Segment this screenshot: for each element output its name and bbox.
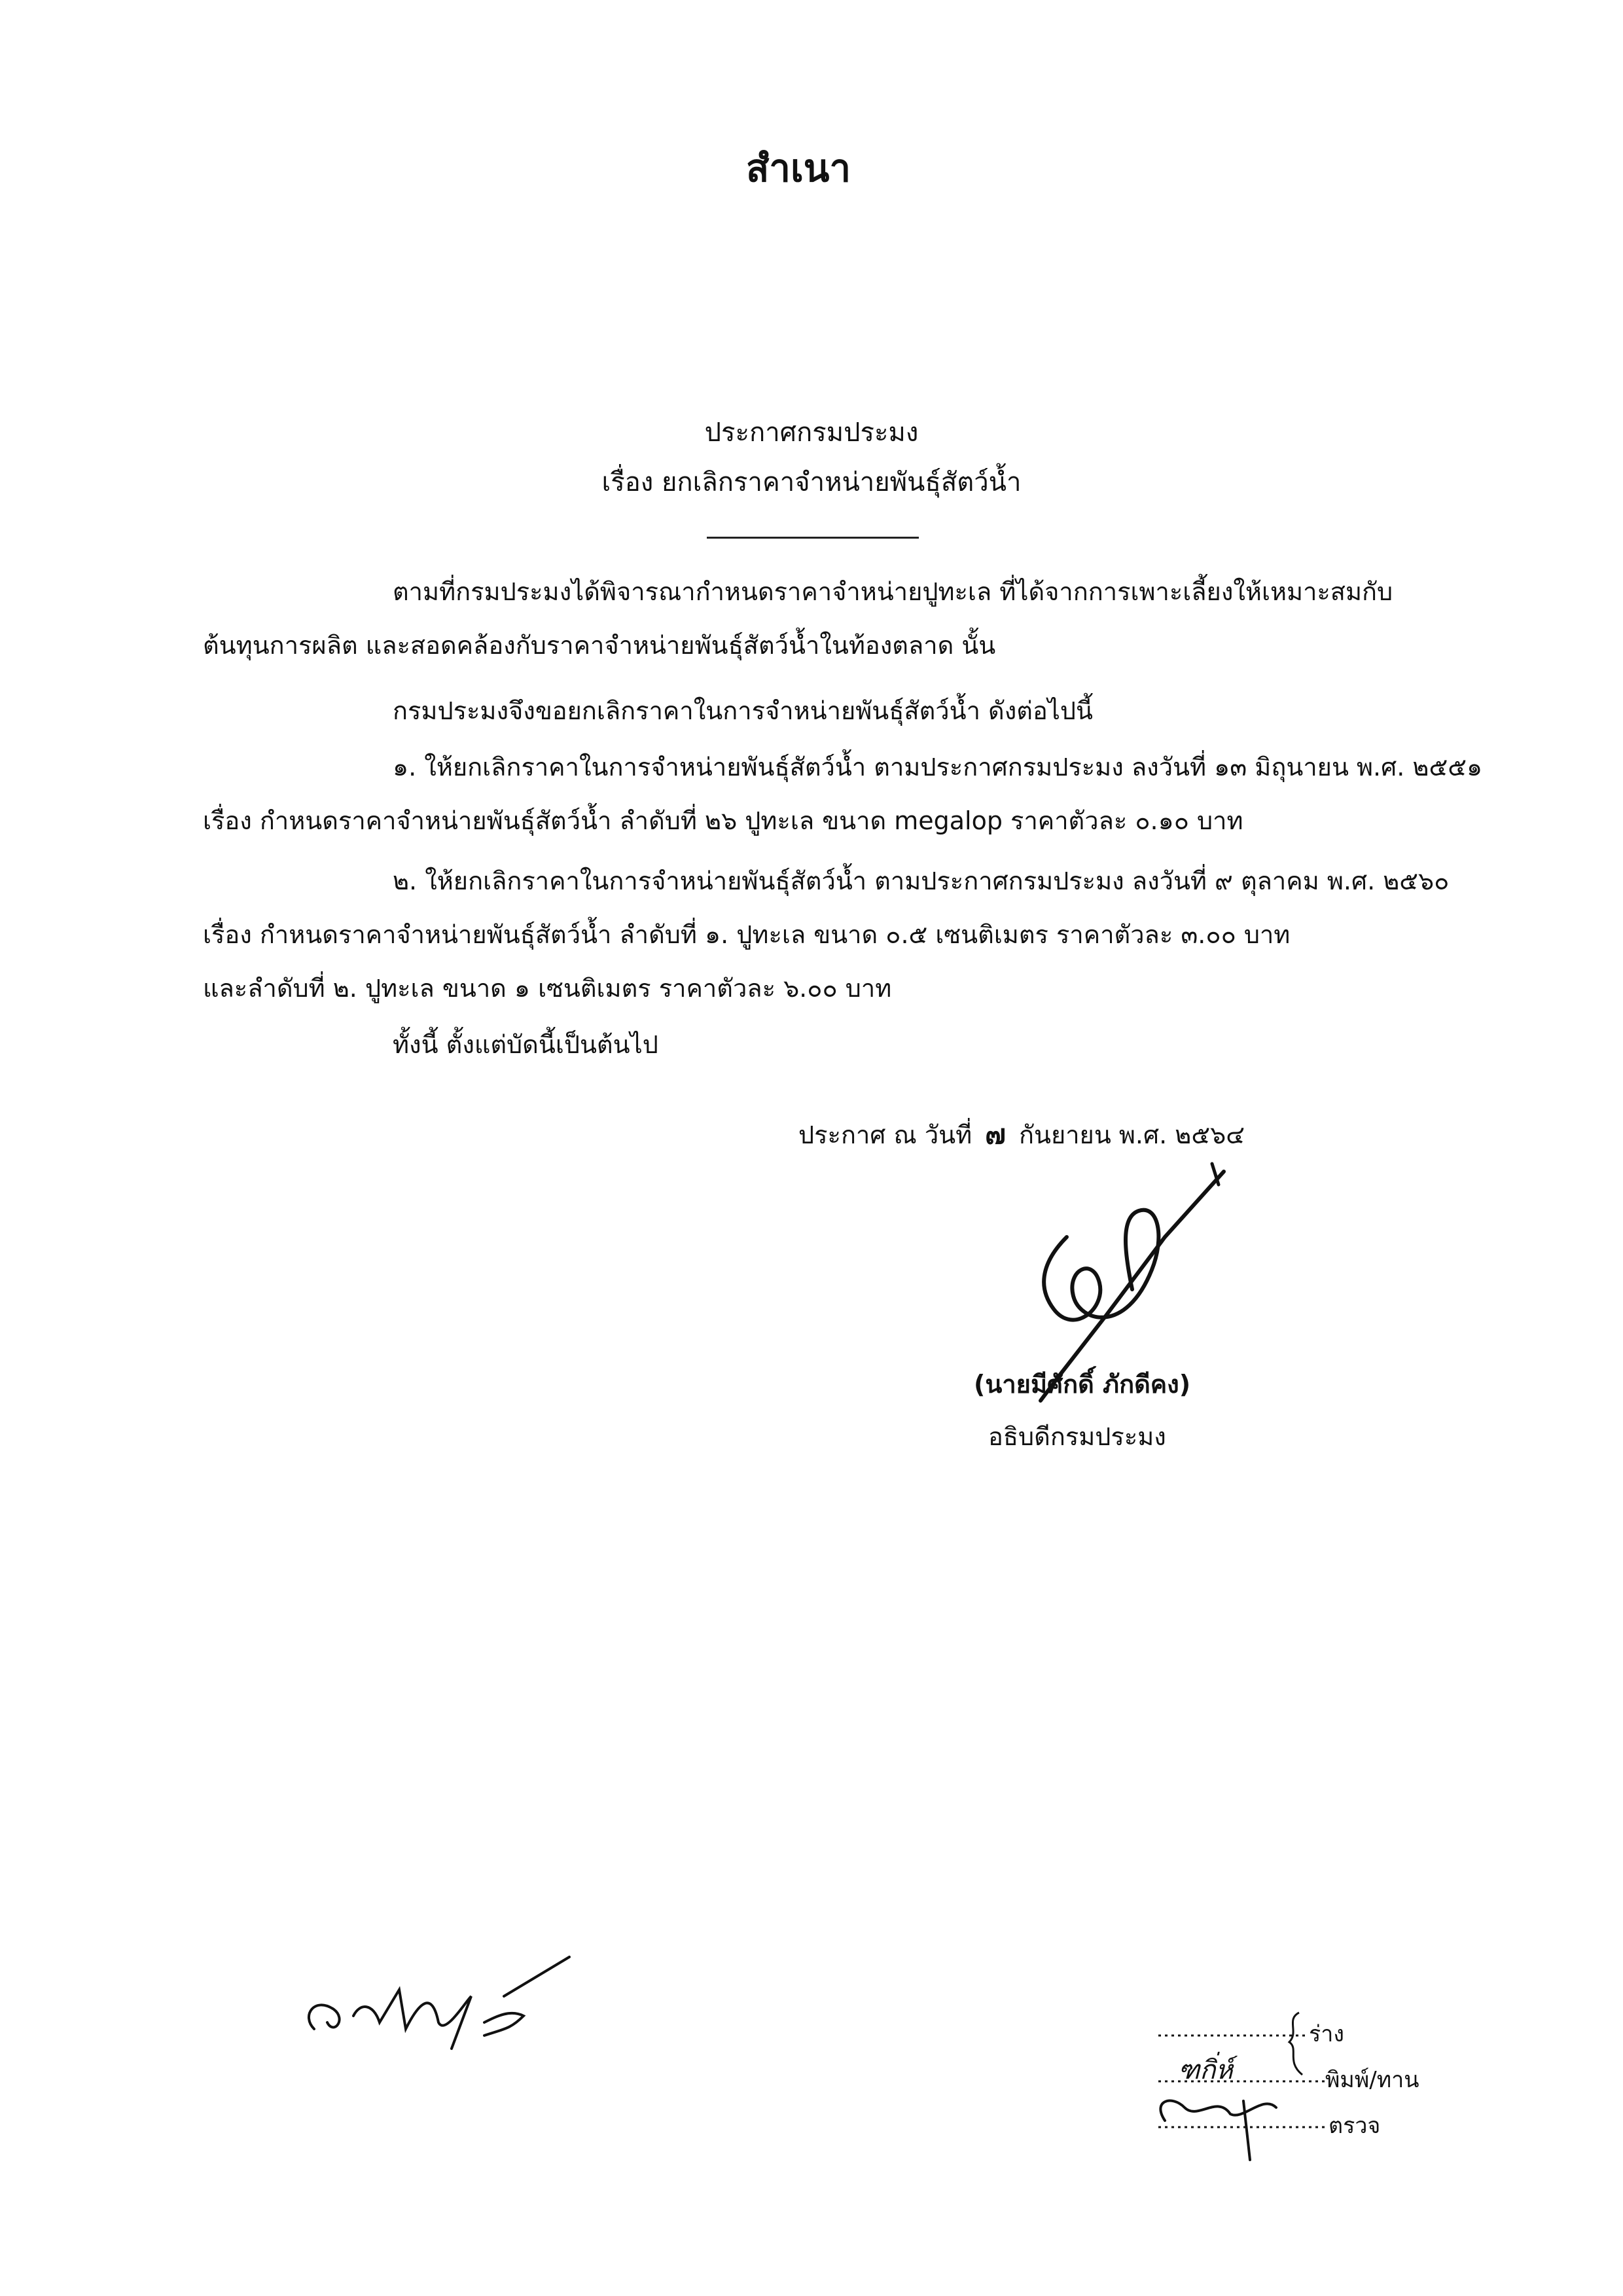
item-1-line-2: เรื่อง กำหนดราคาจำหน่ายพันธุ์สัตว์น้ำ ลำดับที่ ๒๖ ปูทะเล ขนาด megalop ราคาตัวละ ๐.๑๐ บาท <box>203 806 1243 835</box>
item-2-line-2: เรื่อง กำหนดราคาจำหน่ายพันธุ์สัตว์น้ำ ลำดับที่ ๑. ปูทะเล ขนาด ๐.๕ เซนติเมตร ราคาตัวละ ๓.๐๐ บาท <box>203 920 1291 949</box>
body-paragraph-1-line-2: ต้นทุนการผลิต และสอดคล้องกับราคาจำหน่ายพันธุ์สัตว์น้ำในท้องตลาด นั้น <box>203 631 996 660</box>
body-paragraph-1-line-1: ตามที่กรมประมงได้พิจารณากำหนดราคาจำหน่ายปูทะเล ที่ได้จากการเพาะเลี้ยงให้เหมาะสมกับ <box>393 577 1393 606</box>
date-day: ๗ <box>985 1118 1006 1150</box>
item-1-line-1: ๑. ให้ยกเลิกราคาในการจำหน่ายพันธุ์สัตว์น้ำ ตามประกาศกรมประมง ลงวันที่ ๑๓ มิถุนายน พ.ศ. ๒๕๕๑ <box>393 753 1483 781</box>
announcement-title: ประกาศกรมประมง <box>704 418 919 448</box>
draft-label: ร่าง <box>1309 2021 1344 2047</box>
signatory-name: (นายมีศักดิ์ ภักดีคง) <box>974 1370 1191 1399</box>
announcement-date <box>798 1113 1245 1156</box>
initials-block <box>1152 2009 1466 2179</box>
announcement-subject: เรื่อง ยกเลิกราคาจำหน่ายพันธุ์สัตว์น้ำ <box>601 467 1022 497</box>
check-label: ตรวจ <box>1329 2113 1381 2139</box>
date-month-year: กันยายน พ.ศ. ๒๕๖๔ <box>1018 1121 1245 1149</box>
handwritten-initials-typed: ฑกิ่ห์ <box>1178 2055 1233 2085</box>
body-paragraph-2: กรมประมงจึงขอยกเลิกราคาในการจำหน่ายพันธุ์สัตว์น้ำ ดังต่อไปนี้ <box>393 696 1093 725</box>
handwritten-initials-left <box>288 1950 589 2062</box>
signatory-position: อธิบดีกรมประมง <box>988 1422 1166 1451</box>
title-divider <box>707 537 919 539</box>
effective-clause: ทั้งนี้ ตั้งแต่บัดนี้เป็นต้นไป <box>393 1030 658 1059</box>
item-2-line-3: และลำดับที่ ๒. ปูทะเล ขนาด ๑ เซนติเมตร ราคาตัวละ ๖.๐๐ บาท <box>203 974 892 1003</box>
date-prefix: ประกาศ ณ วันที่ <box>798 1121 972 1149</box>
typed-checked-label: พิมพ์/ทาน <box>1325 2067 1419 2093</box>
copy-label: สำเนา <box>746 146 851 190</box>
item-2-line-1: ๒. ให้ยกเลิกราคาในการจำหน่ายพันธุ์สัตว์น้ำ ตามประกาศกรมประมง ลงวันที่ ๙ ตุลาคม พ.ศ. ๒๕๖๐ <box>393 867 1450 895</box>
